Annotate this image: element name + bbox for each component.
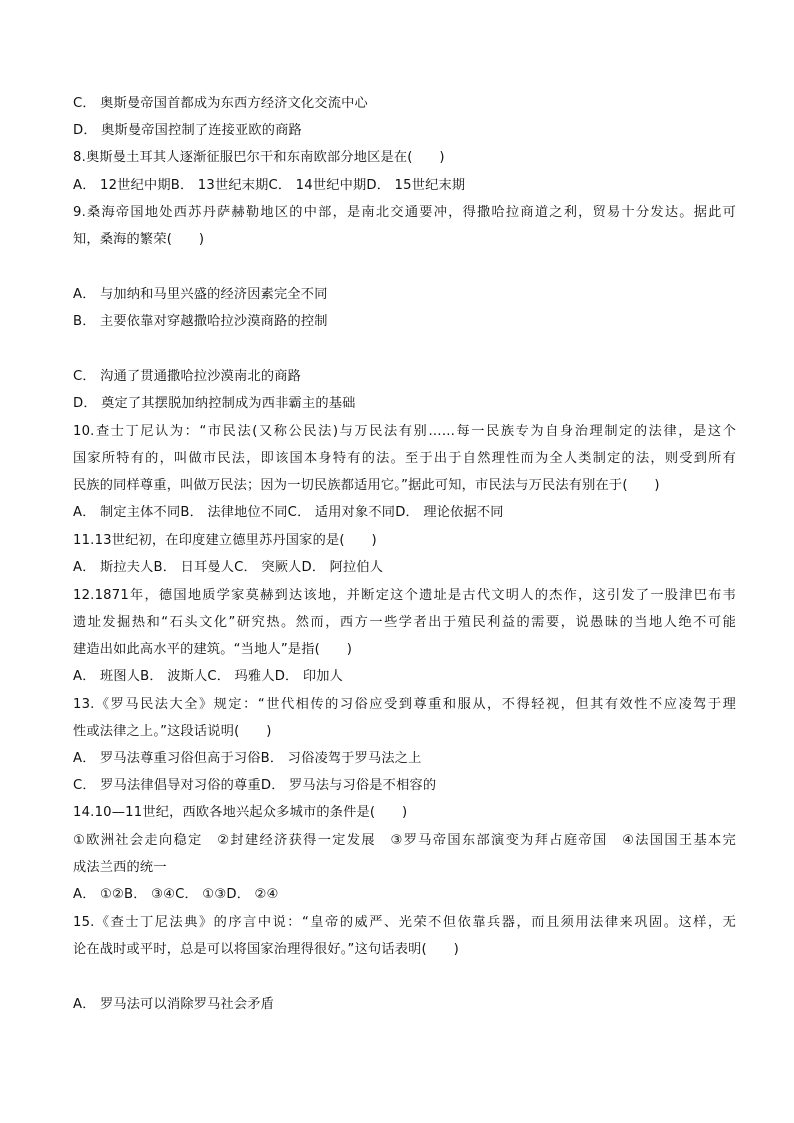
q9-option-a: A． 与加纳和马里兴盛的经济因素完全不同 [73,287,328,302]
q13-options-cd: C． 罗马法律倡导对习俗的尊重D． 罗马法与习俗是不相容的 [73,778,437,793]
question-8-stem: 8.奥斯曼土耳其人逐渐征服巴尔干和东南欧部分地区是在( ) [73,150,445,165]
question-9-stem-line-2: 知，桑海的繁荣( ) [73,232,205,247]
q13-options-ab: A． 罗马法尊重习俗但高于习俗B． 习俗凌驾于罗马法之上 [73,751,422,766]
question-10-stem-line-3: 民族的同样尊重，叫做万民法；因为一切民族都适用它。”据此可知，市民法与万民法有别在于( ) [73,478,660,493]
question-15-stem-line-1: 15.《查士丁尼法典》的序言中说：“皇帝的威严、光荣不但依靠兵器，而且须用法律来巩固。这样，无 [73,915,736,930]
question-14-items-line-1: ①欧洲社会走向稳定 ②封建经济获得一定发展 ③罗马帝国东部演变为拜占庭帝国 ④法国国王基本完 [73,833,736,848]
question-12-options: A． 班图人B． 波斯人C． 玛雅人D． 印加人 [73,669,343,684]
question-13-stem-line-1: 13.《罗马民法大全》规定：“世代相传的习俗应受到尊重和服从，不得轻视，但其有效性不应凌驾于理 [73,697,736,712]
question-12-stem-line-2: 遗址发掘热和“石头文化”研究热。然而，西方一些学者出于殖民利益的需要，说愚昧的当地人绝不可能 [73,615,736,630]
question-15-stem-line-2: 论在战时或平时，总是可以将国家治理得很好。”这句话表明( ) [73,942,459,957]
q15-option-a: A． 罗马法可以消除罗马社会矛盾 [73,997,275,1012]
question-11-stem: 11.13世纪初，在印度建立德里苏丹国家的是( ) [73,533,377,548]
question-12-stem-line-3: 建造出如此高水平的建筑。“当地人”是指( ) [73,642,353,657]
question-10-stem-line-2: 国家所特有的，叫做市民法，即该国本身特有的法。至于出于自然理性而为全人类制定的法，则受到所有 [73,451,736,466]
question-9-stem-line-1: 9.桑海帝国地处西苏丹萨赫勒地区的中部，是南北交通要冲，得撒哈拉商道之利，贸易十分发达。据此可 [73,205,736,220]
q9-option-b: B． 主要依靠对穿越撒哈拉沙漠商路的控制 [73,314,328,329]
q7-option-c: C． 奥斯曼帝国首都成为东西方经济文化交流中心 [73,96,368,111]
question-10-options: A． 制定主体不同B． 法律地位不同C． 适用对象不同D． 理论依据不同 [73,505,504,520]
question-10-stem-line-1: 10.查士丁尼认为：“市民法(又称公民法)与万民法有别……每一民族专为自身治理制定的法律，是这个 [73,424,736,439]
question-14-stem: 14.10—11世纪，西欧各地兴起众多城市的条件是( ) [73,805,408,820]
question-11-options: A． 斯拉夫人B． 日耳曼人C． 突厥人D． 阿拉伯人 [73,560,384,575]
question-13-stem-line-2: 性或法律之上。”这段话说明( ) [73,724,272,739]
q9-option-c: C． 沟通了贯通撒哈拉沙漠南北的商路 [73,369,301,384]
question-14-options: A． ①②B． ③④C． ①③D． ②④ [73,887,279,902]
q7-option-d: D． 奥斯曼帝国控制了连接亚欧的商路 [73,123,302,138]
question-14-items-line-2: 成法兰西的统一 [73,860,167,875]
question-8-options: A． 12世纪中期B． 13世纪末期C． 14世纪中期D． 15世纪末期 [73,178,466,193]
q9-option-d: D． 奠定了其摆脱加纳控制成为西非霸主的基础 [73,396,356,411]
question-12-stem-line-1: 12.1871年，德国地质学家莫赫到达该地，并断定这个遗址是古代文明人的杰作，这引发了一股津巴布韦 [73,588,736,603]
